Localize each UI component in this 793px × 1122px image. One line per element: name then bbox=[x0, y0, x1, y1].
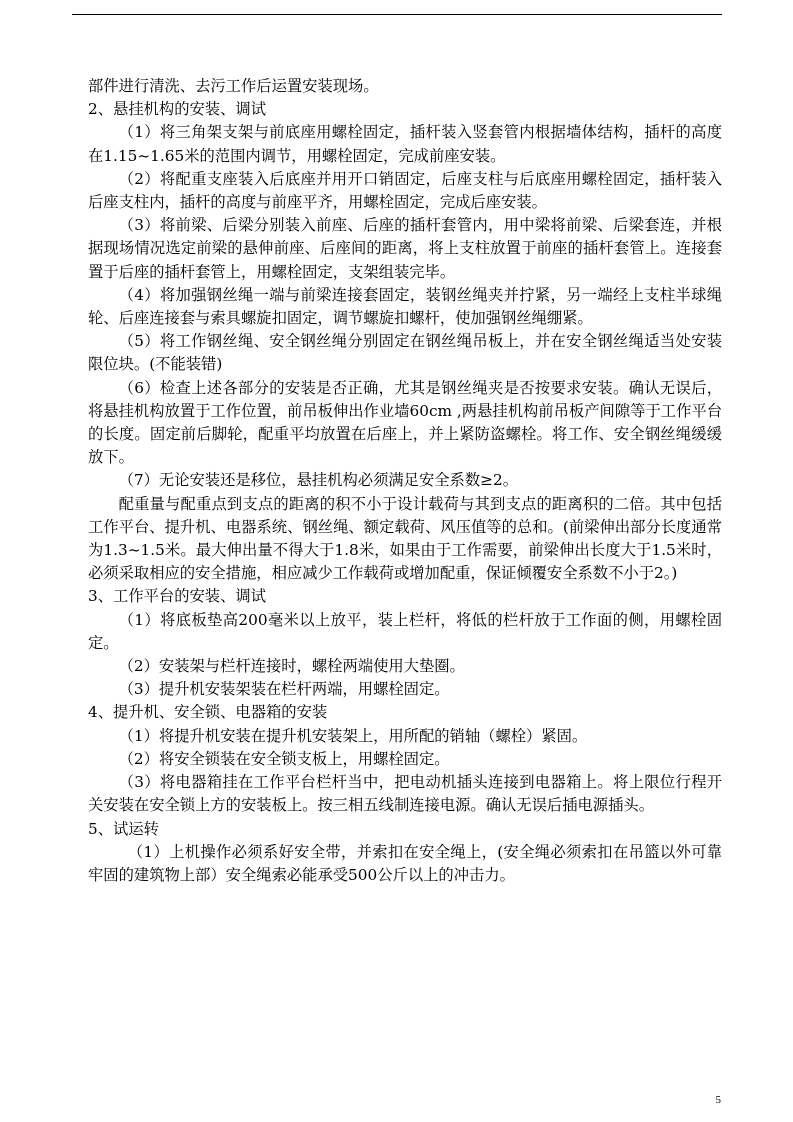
section-heading-3: 3、工作平台的安装、调试 bbox=[88, 587, 266, 606]
section-heading-5: 5、试运转 bbox=[88, 819, 159, 838]
paragraph-3-1: （1）将底板垫高200毫米以上放平，装上栏杆，将低的栏杆放于工作面的侧，用螺栓固定。 bbox=[88, 610, 722, 652]
paragraph-counterweight-note: 配重量与配重点到支点的距离的积不小于设计载荷与其到支点的距离积的二倍。其中包括工作平台、提升机、电器系统、钢丝绳、额定载荷、风压值等的总和。(前梁伸出部分长度通常为1.3~1.5米。最大伸出量不得大于1.8米，如果由于工作需要，前梁伸出长度大于1.5米时，必须采取相应的安全措施，相应减少工作载荷或增加配重，保证倾覆安全系数不小于2。) bbox=[88, 494, 722, 583]
paragraph-2-4: （4）将加强钢丝绳一端与前梁连接套固定，装钢丝绳夹并拧紧，另一端经上支柱半球绳轮、后座连接套与索具螺旋扣固定，调节螺旋扣螺杆，使加强钢丝绳绷紧。 bbox=[88, 285, 722, 328]
paragraph-4-1: （1）将提升机安装在提升机安装架上，用所配的销轴（螺栓）紧固。 bbox=[118, 726, 588, 745]
paragraph-2-6: （6）检查上述各部分的安装是否正确，尤其是钢丝绳夹是否按要求安装。确认无误后，将悬挂机构放置于工作位置，前吊板伸出作业墙60cm ,两悬挂机构前吊板产间隙等于工作平台的长度。固定前后脚轮，配重平均放置在后座上，并上紧防盗螺栓。将工作、安全钢丝绳缓缓放下。 bbox=[88, 378, 722, 467]
header-rule bbox=[72, 14, 722, 15]
paragraph-2-2: （2）将配重支座装入后底座并用开口销固定，后座支柱与后底座用螺栓固定，插杆装入后座支柱内，插杆的高度与前座平齐，用螺栓固定，完成后座安装。 bbox=[88, 169, 722, 212]
paragraph-2-5: （5）将工作钢丝绳、安全钢丝绳分别固定在钢丝绳吊板上，并在安全钢丝绳适当处安装限位块。(不能装错) bbox=[88, 332, 722, 374]
paragraph-3-3: （3）提升机安装架装在栏杆两端，用螺栓固定。 bbox=[118, 680, 450, 699]
document-body bbox=[88, 75, 722, 887]
paragraph-5-1: （1）上机操作必须系好安全带，并索扣在安全绳上，(安全绳必须索扣在吊篮以外可靠牢固的建筑物上部）安全绳索必能承受500公斤以上的冲击力。 bbox=[88, 842, 722, 884]
paragraph-2-3: （3）将前梁、后梁分别装入前座、后座的插杆套管内，用中梁将前梁、后梁套连，并根据现场情况选定前梁的悬伸前座、后座间的距离，将上支柱放置于前座的插杆套管上。连接套置于后座的插杆套管上，用螺栓固定，支架组装完毕。 bbox=[88, 216, 722, 281]
paragraph-continuation: 部件进行清洗、去污工作后运置安装现场。 bbox=[88, 77, 379, 95]
paragraph-4-2: （2）将安全锁装在安全锁支板上，用螺栓固定。 bbox=[118, 749, 450, 768]
paragraph-4-3: （3）将电器箱挂在工作平台栏杆当中，把电动机插头连接到电器箱上。将上限位行程开关安装在安全锁上方的安装板上。按三相五线制连接电源。确认无误后插电源插头。 bbox=[88, 773, 722, 815]
paragraph-2-1: （1）将三角架支架与前底座用螺栓固定，插杆装入竖套管内根据墙体结构，插杆的高度在1.15~1.65米的范围内调节，用螺栓固定，完成前座安装。 bbox=[88, 123, 722, 165]
paragraph-3-2: （2）安装架与栏杆连接时，螺栓两端使用大垫圈。 bbox=[118, 657, 465, 676]
section-heading-2: 2、悬挂机构的安装、调试 bbox=[88, 100, 266, 119]
section-heading-4: 4、提升机、安全锁、电器箱的安装 bbox=[88, 703, 328, 722]
paragraph-2-7: （7）无论安装还是移位，悬挂机构必须满足安全系数≥2。 bbox=[118, 471, 519, 490]
page-number: 5 bbox=[715, 1094, 721, 1106]
